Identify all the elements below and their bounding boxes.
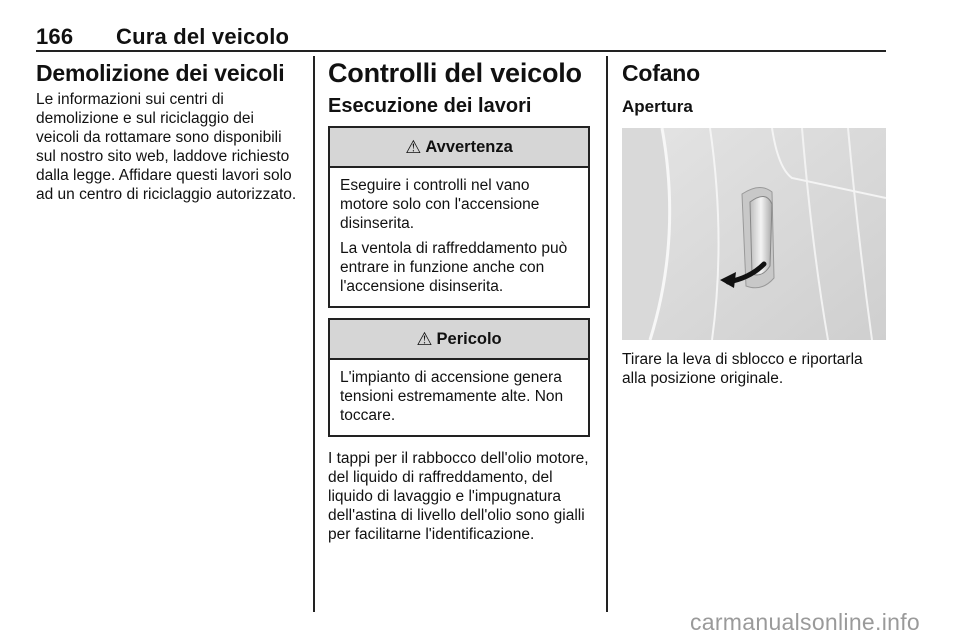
column-divider-1 [313, 56, 315, 612]
hood-heading: Cofano [622, 60, 701, 86]
warning-box [328, 126, 590, 308]
warning-box-body [330, 168, 588, 306]
vehicle-checks-heading: Controlli del veicolo [328, 58, 582, 88]
warning-paragraph: La ventola di raffreddamento può entrare in funzione anche con l'accensione disinserita. [340, 240, 568, 295]
danger-box [328, 318, 590, 437]
header-rule [36, 50, 886, 52]
demolition-text: Le informazioni sui centri di demolizione e sul riciclaggio dei veicoli da rottamare sono disponibili sul nostro sito web, laddove richiesto dalla legge. Affidare questi lavori solo ad un centro di riciclaggio autorizzato. [36, 91, 297, 203]
hood-release-lever-icon [622, 128, 886, 340]
section-title: Cura del veicolo [116, 24, 290, 49]
hood-caption: Tirare la leva di sblocco e riportarla alla posizione originale. [622, 351, 863, 387]
column-vehicle-checks [328, 56, 590, 544]
page-number: 166 [36, 24, 74, 49]
warning-box-header [330, 128, 588, 168]
danger-paragraph: L'impianto di accensione genera tensioni estremamente alte. Non toccare. [340, 369, 564, 424]
warning-triangle-icon: ⚠ [416, 328, 433, 349]
warning-paragraph: Eseguire i controlli nel vano motore solo con l'accensione disinserita. [340, 177, 540, 232]
column-hood [622, 56, 886, 388]
column-divider-2 [606, 56, 608, 612]
danger-box-title: Pericolo [436, 329, 502, 348]
danger-box-header [330, 320, 588, 360]
filler-caps-text: I tappi per il rabbocco dell'olio motore, del liquido di raffreddamento, del liquido di lavaggio e l'impugnatura dell'astina di livello dell'olio sono gialli per facilitarne l'identificazione. [328, 450, 589, 543]
column-demolition [36, 56, 300, 204]
opening-subheading: Apertura [622, 97, 693, 116]
watermark: carmanualsonline.info [689, 609, 920, 635]
demolition-heading: Demolizione dei veicoli [36, 60, 285, 86]
danger-box-body [330, 360, 588, 435]
warning-triangle-icon: ⚠ [405, 136, 422, 157]
warning-box-title: Avvertenza [425, 137, 513, 156]
work-execution-subheading: Esecuzione dei lavori [328, 95, 532, 117]
